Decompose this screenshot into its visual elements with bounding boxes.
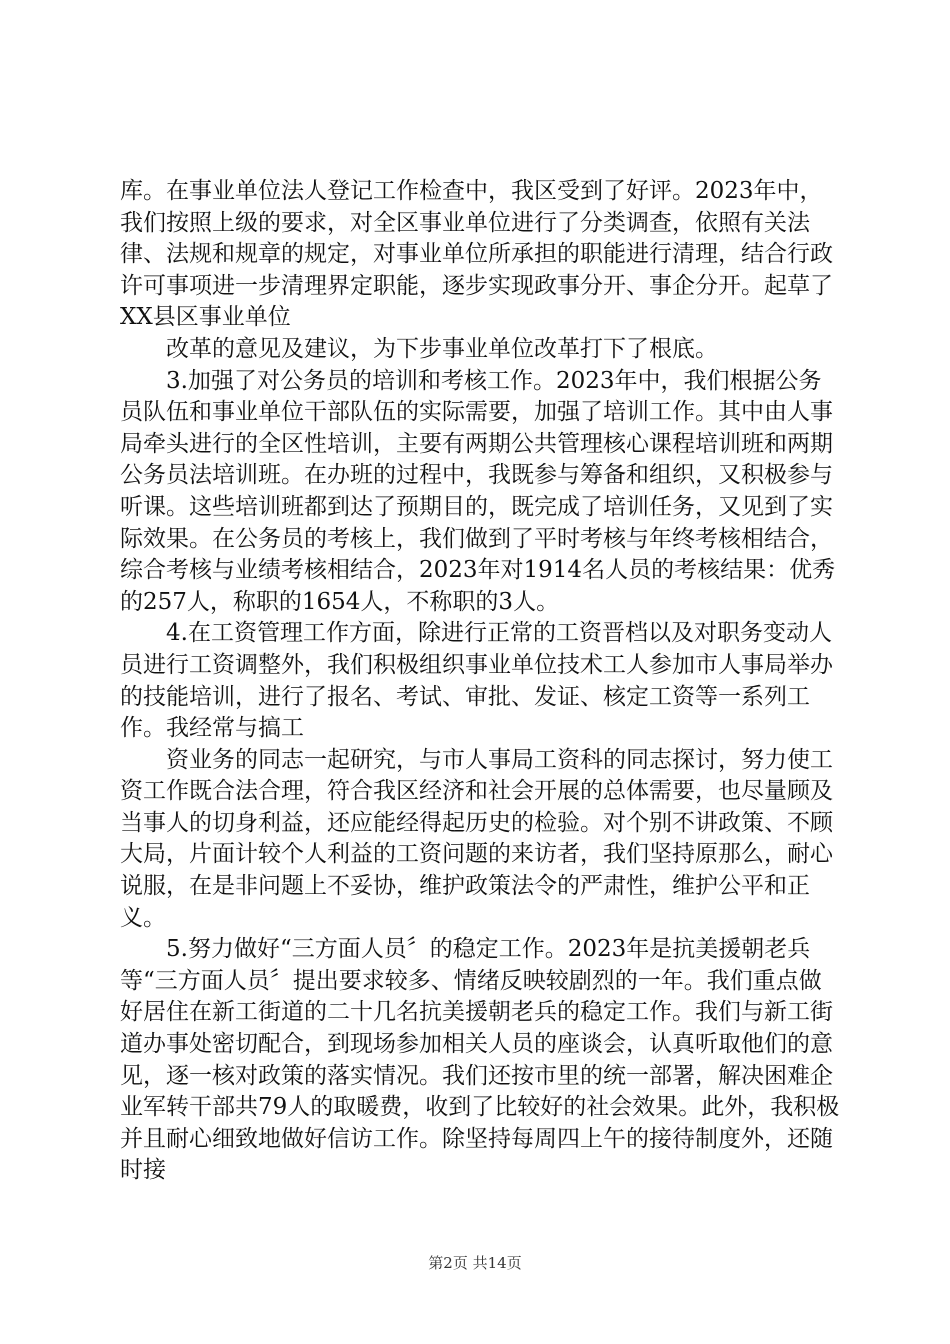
document-body	[120, 176, 840, 1187]
paragraph-item-5: 5.努力做好“三方面人员〞的稳定工作。2023年是抗美援朝老兵等“三方面人员〞提出要求较多、情绪反映较剧烈的一年。我们重点做好居住在新工街道的二十几名抗美援朝老兵的稳定工作。我们与新工街道办事处密切配合，到现场参加相关人员的座谈会，认真听取他们的意见，逐一核对政策的落实情况。我们还按市里的统一部署，解决困难企业军转干部共79人的取暖费，收到了比较好的社会效果。此外，我积极并且耐心细致地做好信访工作。除坚持每周四上午的接待制度外，还随时接	[120, 936, 840, 1184]
paragraph-continuation-1: 库。在事业单位法人登记工作检查中，我区受到了好评。2023年中，我们按照上级的要求，对全区事业单位进行了分类调查，依照有关法律、法规和规章的规定，对事业单位所承担的职能进行清理，结合行政许可事项进一步清理界定职能，逐步实现政事分开、事企分开。起草了XX县区事业单位	[120, 178, 833, 331]
paragraph-item-4: 4.在工资管理工作方面，除进行正常的工资晋档以及对职务变动人员进行工资调整外，我们积极组织事业单位技术工人参加市人事局举办的技能培训，进行了报名、考试、审批、发证、核定工资等一系列工作。我经常与搞工	[120, 620, 833, 742]
page-footer: 第2页 共14页	[428, 1254, 522, 1272]
paragraph-item-3: 3.加强了对公务员的培训和考核工作。2023年中，我们根据公务员队伍和事业单位干部队伍的实际需要，加强了培训工作。其中由人事局牵头进行的全区性培训，主要有两期公共管理核心课程培训班和两期公务员法培训班。在办班的过程中，我既参与筹备和组织，又积极参与听课。这些培训班都到达了预期目的，既完成了培训任务，又见到了实际效果。在公务员的考核上，我们做到了平时考核与年终考核相结合，综合考核与业绩考核相结合，2023年对1914名人员的考核结果：优秀的257人，称职的1654人，不称职的3人。	[120, 367, 836, 615]
paragraph-item-4-continued: 资业务的同志一起研究，与市人事局工资科的同志探讨，努力使工资工作既合法合理，符合我区经济和社会开展的总体需要，也尽量顾及当事人的切身利益，还应能经得起历史的检验。对个别不讲政策、不顾大局，片面计较个人利益的工资问题的来访者，我们坚持原那么，耐心说服，在是非问题上不妥协，维护政策法令的严肃性，维护公平和正义。	[120, 746, 833, 931]
paragraph-continuation-2: 改革的意见及建议，为下步事业单位改革打下了根底。	[166, 335, 718, 362]
